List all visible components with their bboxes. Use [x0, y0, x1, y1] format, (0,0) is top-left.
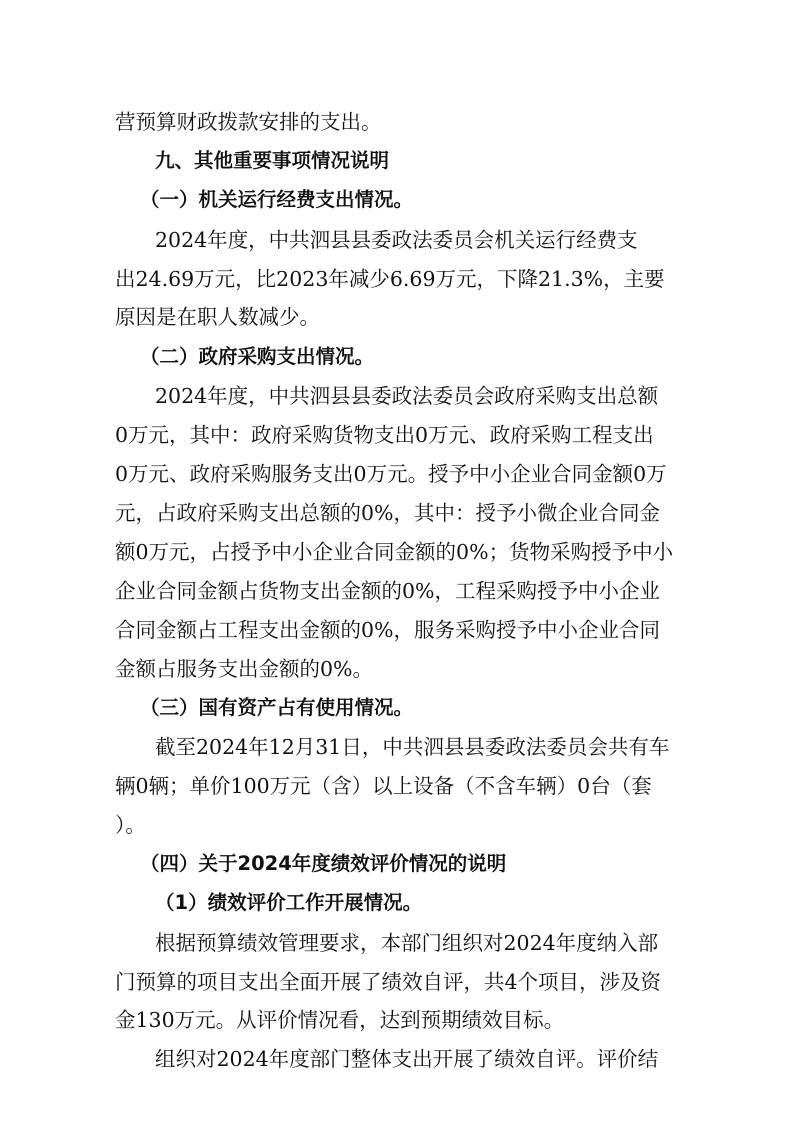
paragraph-line: 根据预算绩效管理要求，本部门组织对2024年度纳入部 — [155, 931, 659, 955]
paragraph-line: 原因是在职人数减少。 — [115, 305, 320, 329]
paragraph-line: 辆0辆；单价100万元（含）以上设备（不含车辆）0台（套 — [115, 774, 652, 798]
paragraph-line: 门预算的项目支出全面开展了绩效自评，共4个项目，涉及资 — [115, 970, 662, 994]
section-heading-other-matters: 九、其他重要事项情况说明 — [155, 149, 390, 172]
subsection-heading-operating-expenses: （一）机关运行经费支出情况。 — [140, 188, 414, 211]
paragraph-line: 0万元，其中：政府采购货物支出0万元、政府采购工程支出 — [115, 423, 654, 447]
paragraph-line: 出24.69万元，比2023年减少6.69万元，下降21.3%，主要 — [115, 267, 665, 291]
paragraph-line: 2024年度，中共泗县县委政法委员会政府采购支出总额 — [155, 384, 659, 408]
text-line-continuation: 营预算财政拨款安排的支出。 — [115, 110, 382, 134]
paragraph-line: ）。 — [115, 813, 146, 837]
paragraph-line: 额0万元，占授予中小企业合同金额的0%；货物采购授予中小 — [115, 540, 674, 564]
paragraph-line: 组织对2024年度部门整体支出开展了绩效自评。评价结 — [155, 1047, 659, 1071]
paragraph-line: 金130万元。从评价情况看，达到预期绩效目标。 — [115, 1008, 565, 1032]
subsection-heading-state-assets: （三）国有资产占有使用情况。 — [140, 696, 414, 719]
subsection-heading-evaluation-work: （1）绩效评价工作开展情况。 — [155, 891, 423, 914]
paragraph-line: 截至2024年12月31日，中共泗县县委政法委员会共有车 — [155, 735, 670, 759]
paragraph-line: 合同金额占工程支出金额的0%，服务采购授予中小企业合同 — [115, 618, 661, 642]
subsection-heading-performance-evaluation: （四）关于2024年度绩效评价情况的说明 — [140, 852, 507, 875]
paragraph-line: 企业合同金额占货物支出金额的0%，工程采购授予中小企业 — [115, 579, 661, 603]
paragraph-line: 2024年度，中共泗县县委政法委员会机关运行经费支 — [155, 228, 638, 252]
paragraph-line: 元，占政府采购支出总额的0%，其中：授予小微企业合同金 — [115, 501, 661, 525]
paragraph-line: 0万元、政府采购服务支出0万元。授予中小企业合同金额0万 — [115, 462, 667, 486]
paragraph-line: 金额占服务支出金额的0%。 — [115, 657, 374, 681]
subsection-heading-procurement: （二）政府采购支出情况。 — [140, 345, 375, 368]
